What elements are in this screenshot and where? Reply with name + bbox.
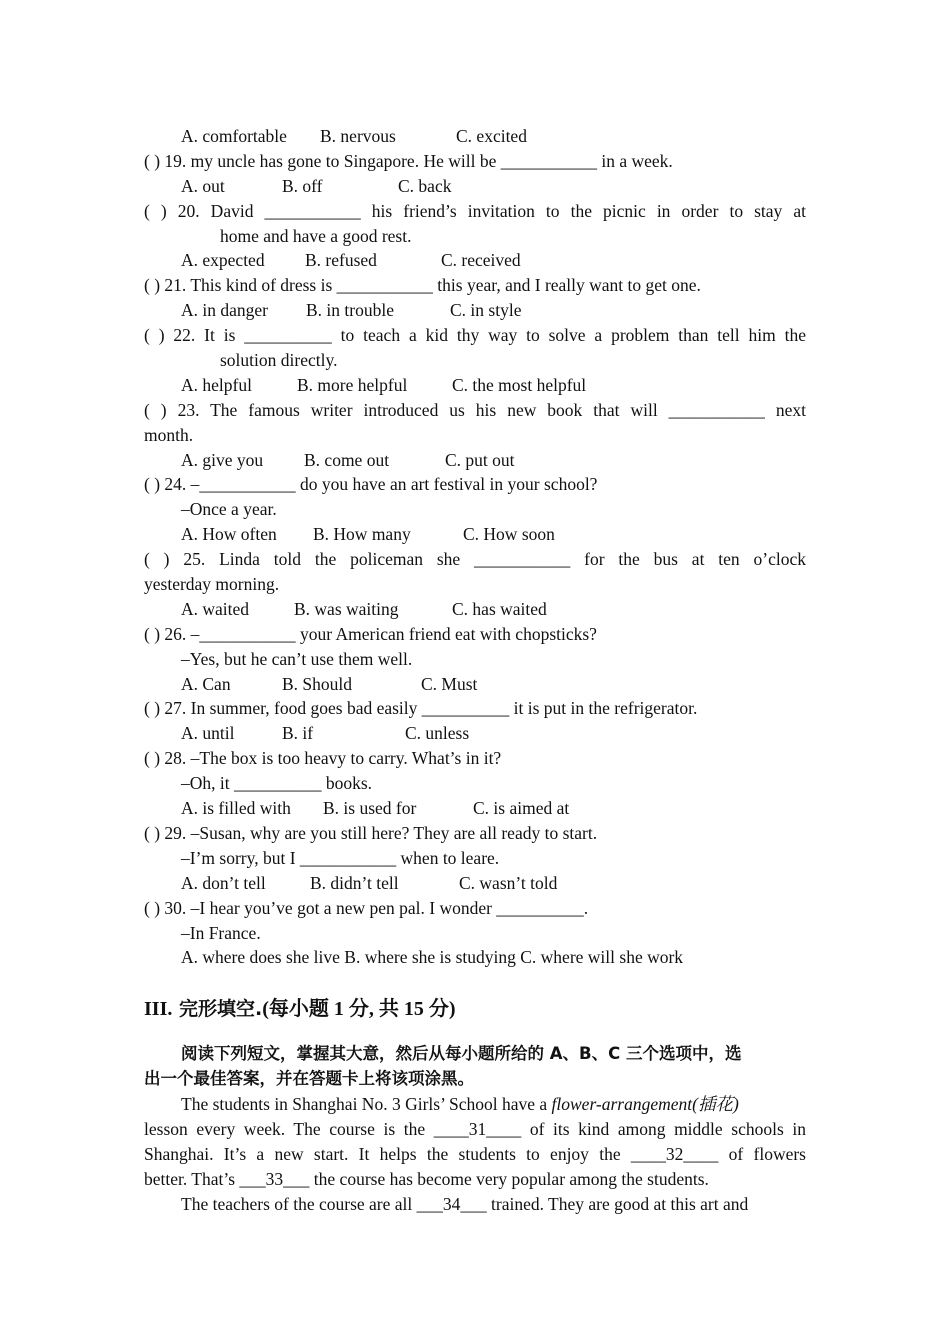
q24-options [144,522,806,547]
q23-options [144,448,806,473]
q24-stem: ( ) 24. –___________ do you have an art festival in your school? [144,474,598,495]
q24-option-a: A. How often [181,524,277,545]
q28-reply: –Oh, it __________ books. [181,773,373,794]
q27-options [144,721,806,746]
q26-stem: ( ) 26. –___________ your American friend eat with chopsticks? [144,623,597,644]
q28-option-b: B. is used for [323,798,417,819]
q25-option-a: A. waited [181,598,250,619]
q29-option-b: B. didn’t tell [310,872,399,893]
q22-option-b: B. more helpful [297,374,408,395]
q30-reply: –In France. [181,922,261,943]
q20-stem-line1: ( ) 20. David ___________ his friend’s invitation to the picnic in order to stay at [144,200,806,221]
q23-stem-line2: month. [144,424,194,445]
q28-stem: ( ) 28. –The box is too heavy to carry. What’s in it? [144,748,502,769]
q29-reply: –I’m sorry, but I ___________ when to leare. [181,847,500,868]
q27-option-c: C. unless [405,723,470,744]
q20-option-a: A. expected [181,250,265,271]
passage-p2-line1: The teachers of the course are all ___34___ trained. They are good at this art and [181,1193,749,1214]
q20-stem-line2: home and have a good rest. [220,225,412,246]
q28-option-a: A. is filled with [181,798,291,819]
q22-option-a: A. helpful [181,374,252,395]
passage-p1-line1 [144,1092,806,1117]
q24-reply: –Once a year. [181,499,277,520]
q21-option-a: A. in danger [181,300,268,321]
section-3-roman: III. [144,998,173,1021]
q26-option-c: C. Must [421,673,478,694]
q22-options [144,373,806,398]
q25-options [144,597,806,622]
q18-option-c: C. excited [456,126,527,146]
section-3-title: 完形填空. [172,998,263,1021]
q25-stem-line2: yesterday morning. [144,574,280,595]
q24-option-b: B. How many [313,524,411,545]
q22-stem-line2: solution directly. [220,350,338,371]
passage-p1-line1-text: The students in Shanghai No. 3 Girls’ School have a [181,1094,552,1115]
q25-option-c: C. has waited [452,598,547,619]
q18-option-b: B. nervous [320,126,396,146]
q30-stem: ( ) 30. –I hear you’ve got a new pen pal. I wonder __________. [144,897,589,918]
q23-option-b: B. come out [304,449,390,470]
q19-options [144,174,806,199]
q27-option-b: B. if [282,723,314,744]
passage-p1-line4: better. That’s ___33___ the course has become very popular among the students. [144,1168,709,1189]
passage-italic-term: flower-arrangement(插花) [551,1094,739,1115]
q19-option-c: C. back [398,175,452,196]
q19-option-b: B. off [282,175,323,196]
section-3-scoring: (每小题 1 分, 共 15 分) [262,998,456,1021]
q23-stem-line1: ( ) 23. The famous writer introduced us his new book that will ___________ next [144,399,806,420]
q28-options [144,796,806,821]
q29-option-c: C. wasn’t told [459,872,558,893]
q25-stem-line1: ( ) 25. Linda told the policeman she ___________ for the bus at ten o’clock [144,549,806,570]
q22-stem-line1: ( ) 22. It is __________ to teach a kid thy way to solve a problem than tell him the [144,325,806,346]
exam-content [144,124,806,1217]
q18-option-a: A. comfortable [181,126,287,146]
q21-options [144,298,806,323]
q23-option-a: A. give you [181,449,264,470]
q18-options [144,124,806,149]
q27-option-a: A. until [181,723,235,744]
section-3-instruction-line2: 出一个最佳答案，并在答题卡上将该项涂黑。 [144,1069,474,1089]
q29-options [144,871,806,896]
section-3-heading [144,994,806,1024]
q24-option-c: C. How soon [463,524,555,545]
q26-option-a: A. Can [181,673,231,694]
q20-option-c: C. received [441,250,521,271]
q21-option-c: C. in style [450,300,522,321]
q19-stem: ( ) 19. my uncle has gone to Singapore. He will be ___________ in a week. [144,150,673,171]
q22-option-c: C. the most helpful [452,374,587,395]
q23-option-c: C. put out [445,449,515,470]
q26-options [144,672,806,697]
q20-option-b: B. refused [305,250,377,271]
q20-options [144,248,806,273]
q28-option-c: C. is aimed at [473,798,570,819]
q27-stem: ( ) 27. In summer, food goes bad easily __________ it is put in the refrigerator. [144,698,698,719]
q29-option-a: A. don’t tell [181,872,266,893]
q21-option-b: B. in trouble [306,300,394,321]
section-3-instruction-line1: 阅读下列短文，掌握其大意，然后从每小题所给的 A、B、C 三个选项中，选 [181,1044,742,1064]
q26-reply: –Yes, but he can’t use them well. [181,648,413,669]
passage-p1-line3: Shanghai. It’s a new start. It helps the students to enjoy the ____32____ of flowers [144,1143,806,1164]
passage-p1-line2: lesson every week. The course is the ____31____ of its kind among middle schools in [144,1118,806,1139]
q21-stem: ( ) 21. This kind of dress is ___________ this year, and I really want to get one. [144,275,701,296]
q26-option-b: B. Should [282,673,353,694]
q25-option-b: B. was waiting [294,598,399,619]
q19-option-a: A. out [181,175,225,196]
q29-stem: ( ) 29. –Susan, why are you still here? They are all ready to start. [144,822,598,843]
q30-options: A. where does she live B. where she is studying C. where will she work [181,947,684,968]
